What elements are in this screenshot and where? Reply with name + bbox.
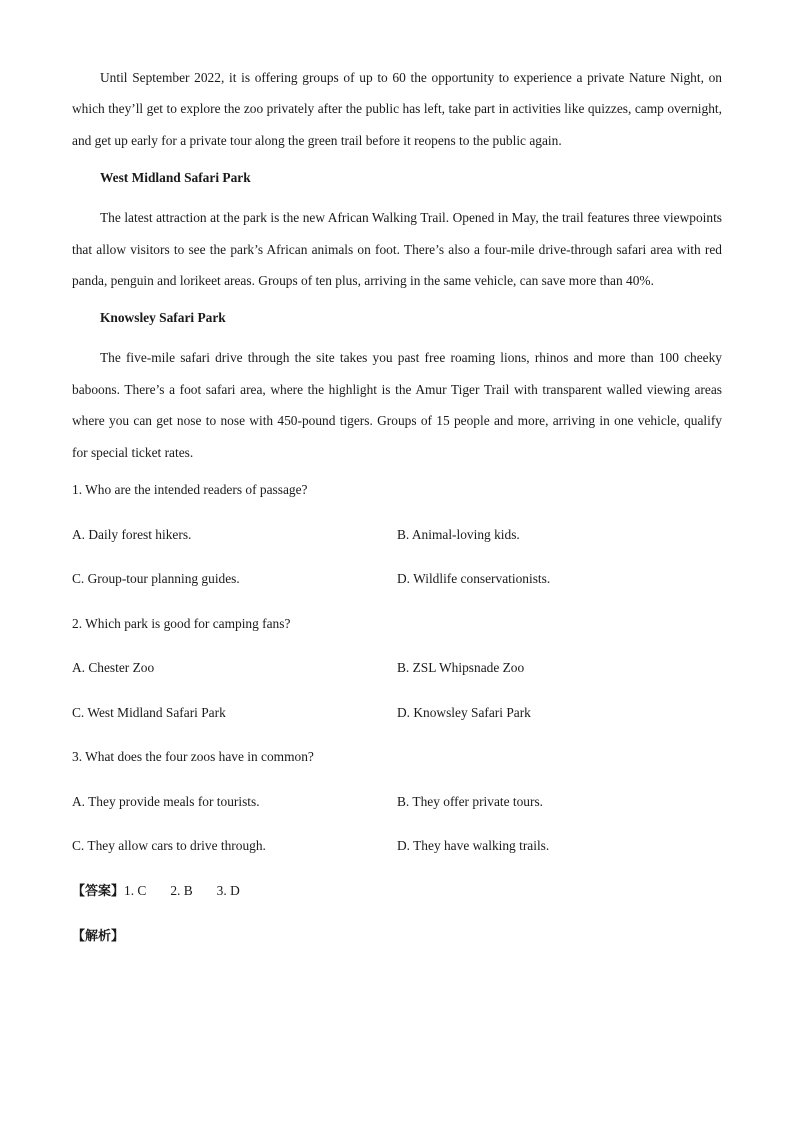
passage-paragraph-3: The five-mile safari drive through the site takes you past free roaming lions, rhinos and more than 100 cheeky baboons. There’s a foot safari area, where the highlight is the Amur Tiger Trail with transparent walled viewing areas where you can get nose to nose with 450-pound tigers. Groups of 15 people and more, arriving in one vehicle, qualify for special ticket rates.: [72, 350, 722, 460]
passage-paragraph-1: Until September 2022, it is offering groups of up to 60 the opportunity to experience a private Nature Night, on which they’ll get to explore the zoo privately after the public has left, take part in activities like quizzes, camp overnight, and get up early for a private tour along the green trail before it reopens to the public again.: [72, 70, 722, 148]
question-2-option-b: B. ZSL Whipsnade Zoo: [397, 660, 525, 676]
answer-item-2: 2. B: [170, 882, 193, 898]
question-1: 1. Who are the intended readers of passage?: [72, 482, 308, 498]
question-3-option-c: C. They allow cars to drive through.: [72, 838, 266, 854]
question-1-option-c: C. Group-tour planning guides.: [72, 571, 240, 587]
question-2-options-row-1: [72, 658, 722, 678]
answer-label: 【答案】: [72, 883, 125, 899]
question-1-options-row-1: [72, 525, 722, 545]
question-2-option-a: A. Chester Zoo: [72, 660, 155, 676]
question-1-options-row-2: [72, 569, 722, 589]
answer-line: [72, 881, 722, 902]
passage-paragraph-2: The latest attraction at the park is the new African Walking Trail. Opened in May, the trail features three viewpoints that allow visitors to see the park’s African animals on foot. There’s also a four-mile drive-through safari area with red panda, penguin and lorikeet areas. Groups of ten plus, arriving in the same vehicle, can save more than 40%.: [72, 210, 722, 289]
question-3-option-b: B. They offer private tours.: [397, 793, 544, 809]
document-page: [72, 62, 722, 947]
question-1-option-a: A. Daily forest hikers.: [72, 526, 192, 542]
question-3-option-a: A. They provide meals for tourists.: [72, 793, 260, 809]
answer-item-1: 1. C: [124, 882, 147, 898]
section-heading-west-midland: West Midland Safari Park: [100, 170, 251, 186]
question-3-option-d: D. They have walking trails.: [397, 838, 550, 854]
question-2-option-c: C. West Midland Safari Park: [72, 704, 226, 720]
question-3-options-row-1: [72, 792, 722, 812]
question-1-option-d: D. Wildlife conservationists.: [397, 571, 551, 587]
question-3: 3. What does the four zoos have in common?: [72, 749, 314, 765]
question-1-option-b: B. Animal-loving kids.: [397, 526, 520, 542]
question-2: 2. Which park is good for camping fans?: [72, 615, 291, 631]
question-3-options-row-2: [72, 836, 722, 856]
analysis-label: 【解析】: [72, 929, 125, 945]
answer-item-3: 3. D: [216, 882, 240, 898]
analysis-line: [72, 926, 722, 947]
question-2-options-row-2: [72, 703, 722, 723]
section-heading-knowsley: Knowsley Safari Park: [100, 310, 226, 326]
question-2-option-d: D. Knowsley Safari Park: [397, 704, 531, 720]
